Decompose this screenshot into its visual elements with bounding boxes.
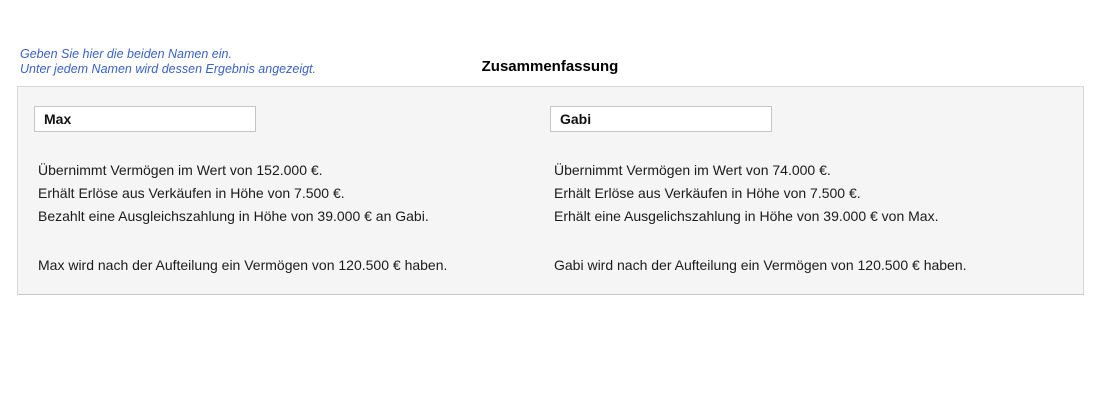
compensation-line: Erhält eine Ausgelichszahlung in Höhe von 39.000 € von Max. bbox=[554, 208, 939, 224]
assets-line: Übernimmt Vermögen im Wert von 152.000 €. bbox=[38, 162, 323, 178]
compensation-line: Bezahlt eine Ausgleichszahlung in Höhe von 39.000 € an Gabi. bbox=[38, 208, 429, 224]
name-input-right[interactable] bbox=[550, 106, 772, 132]
instruction-line-2: Unter jedem Namen wird dessen Ergebnis angezeigt. bbox=[20, 61, 316, 76]
final-result-line: Gabi wird nach der Aufteilung ein Vermögen von 120.500 € haben. bbox=[554, 257, 967, 273]
page-title: Zusammenfassung bbox=[481, 58, 619, 75]
instruction-line-1: Geben Sie hier die beiden Namen ein. bbox=[20, 47, 232, 61]
assets-line: Übernimmt Vermögen im Wert von 74.000 €. bbox=[554, 162, 831, 178]
person-result-left bbox=[34, 159, 534, 277]
person-column-left bbox=[34, 106, 534, 277]
person-result-right bbox=[550, 159, 1078, 277]
person-column-right bbox=[550, 106, 1078, 277]
final-result-line: Max wird nach der Aufteilung ein Vermögen von 120.500 € haben. bbox=[38, 257, 448, 273]
proceeds-line: Erhält Erlöse aus Verkäufen in Höhe von 7.500 €. bbox=[554, 185, 861, 201]
summary-panel bbox=[17, 86, 1084, 295]
proceeds-line: Erhält Erlöse aus Verkäufen in Höhe von 7.500 €. bbox=[38, 185, 345, 201]
name-input-left[interactable] bbox=[34, 106, 256, 132]
